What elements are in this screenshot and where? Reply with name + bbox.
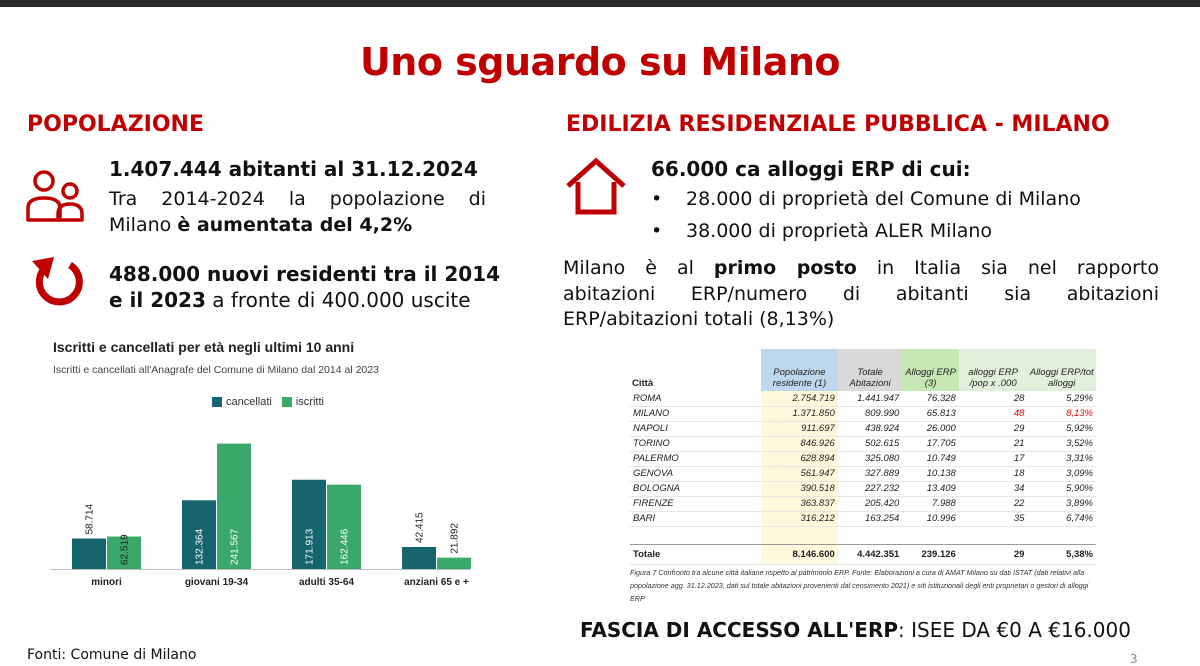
- legend-item-iscritti: [282, 396, 324, 408]
- erp-total: 66.000 ca alloggi ERP di cui:: [651, 157, 971, 181]
- table-cell: 26.000: [902, 421, 958, 436]
- sources: Fonti: Comune di Milano: [27, 647, 197, 663]
- erp-access-threshold: FASCIA DI ACCESSO ALL'ERP: ISEE DA €0 A €16.000: [580, 618, 1131, 642]
- table-cell: 17.705: [902, 436, 958, 451]
- table-cell: 1.441.947: [838, 391, 903, 406]
- table-cell: 163.254: [838, 511, 903, 526]
- ranking-line3: ERP/abitazioni totali (8,13%): [563, 308, 835, 330]
- header-erp-pop: alloggi ERP /pop x .000: [959, 349, 1028, 391]
- table-cell-empty: [902, 526, 958, 544]
- page-title: Uno sguardo su Milano: [359, 40, 841, 84]
- people-icon: [24, 168, 88, 224]
- header-alloggi-erp: Alloggi ERP (3): [902, 349, 958, 391]
- top-bar: [0, 0, 1200, 7]
- table-cell: 17: [959, 451, 1028, 466]
- ranking-line1: Milano è al primo posto in Italia sia nel rapporto: [563, 257, 1159, 279]
- table-cell: 13.409: [902, 481, 958, 496]
- table-total-cell: 4.442.351: [838, 544, 903, 564]
- table-cell: 911.697: [761, 421, 838, 436]
- bar-cancellati-0: [72, 539, 106, 569]
- table-cell-empty: [630, 526, 761, 544]
- population-growth-highlight: è aumentata del 4,2%: [177, 214, 413, 236]
- table-cell-city: BARI: [630, 511, 761, 526]
- table-cell-empty: [838, 526, 903, 544]
- table-cell: 3,31%: [1027, 451, 1096, 466]
- bullet-aler: • 38.000 di proprietà ALER Milano: [651, 220, 993, 242]
- section-title-popolazione: POPOLAZIONE: [27, 112, 204, 137]
- table-row: [630, 481, 1096, 496]
- table-cell: 5,90%: [1027, 481, 1096, 496]
- chart-legend: [212, 396, 324, 408]
- table-cell-city: TORINO: [630, 436, 761, 451]
- table-cell: 227.232: [838, 481, 903, 496]
- table-header-row: [630, 349, 1096, 391]
- bar-cancellati-3: [402, 547, 436, 569]
- population-growth-line1: Tra 2014-2024 la popolazione di: [109, 188, 486, 210]
- new-residents-line2: e il 2023 a fronte di 400.000 uscite: [109, 288, 471, 312]
- population-growth-line2: Milano è aumentata del 4,2%: [109, 214, 413, 236]
- table-row: [630, 496, 1096, 511]
- category-label-0: minori: [91, 577, 122, 588]
- population-total: 1.407.444 abitanti al 31.12.2024: [109, 157, 478, 181]
- table-cell: 561.947: [761, 466, 838, 481]
- header-citta: Città: [632, 378, 654, 389]
- erp-comparison-table: [630, 349, 1096, 565]
- table-cell: 502.615: [838, 436, 903, 451]
- table-total-row: [630, 544, 1096, 564]
- legend-swatch-cancellati: [212, 397, 222, 407]
- table-total-cell: 5,38%: [1027, 544, 1096, 564]
- table-spacer-row: [630, 526, 1096, 544]
- table-cell: 3,89%: [1027, 496, 1096, 511]
- table-cell: 628.894: [761, 451, 838, 466]
- table-cell: 438.924: [838, 421, 903, 436]
- legend-label-iscritti: iscritti: [295, 396, 324, 408]
- table-cell: 28: [959, 391, 1028, 406]
- page-number: 3: [1130, 652, 1138, 666]
- category-label-2: adulti 35-64: [298, 577, 355, 588]
- table-cell: 7.988: [902, 496, 958, 511]
- table-cell: 76.328: [902, 391, 958, 406]
- data-label-cancellati-1: 132.364: [194, 528, 206, 565]
- table-row: [630, 466, 1096, 481]
- table-cell: 846.926: [761, 436, 838, 451]
- bullet-comune: • 28.000 di proprietà del Comune di Milano: [651, 188, 1081, 210]
- table-cell: 35: [959, 511, 1028, 526]
- data-label-iscritti-1: 241.567: [229, 528, 241, 565]
- data-label-cancellati-2: 171.913: [304, 528, 316, 565]
- data-label-iscritti-2: 162.446: [339, 528, 351, 565]
- table-cell-city: FIRENZE: [630, 496, 761, 511]
- table-cell: 5,92%: [1027, 421, 1096, 436]
- table-cell: 3,52%: [1027, 436, 1096, 451]
- table-cell: 21: [959, 436, 1028, 451]
- age-bar-chart: [50, 415, 480, 590]
- table-row: [630, 436, 1096, 451]
- table-cell-empty: [761, 526, 838, 544]
- table-total-cell: 29: [959, 544, 1028, 564]
- house-icon: [563, 156, 629, 216]
- table-cell: 65.813: [902, 406, 958, 421]
- table-cell: 325.080: [838, 451, 903, 466]
- table-cell: 8,13%: [1027, 406, 1096, 421]
- table-cell-empty: [959, 526, 1028, 544]
- table-row: [630, 406, 1096, 421]
- bar-iscritti-3: [437, 558, 471, 569]
- table-cell: 10.996: [902, 511, 958, 526]
- table-cell: 316.212: [761, 511, 838, 526]
- table-cell: 22: [959, 496, 1028, 511]
- table-cell: 6,74%: [1027, 511, 1096, 526]
- table-row: [630, 511, 1096, 526]
- table-cell: 2.754.719: [761, 391, 838, 406]
- data-label-iscritti-0: 62.519: [119, 534, 131, 565]
- legend-swatch-iscritti: [282, 397, 292, 407]
- table-total-cell: 8.146.600: [761, 544, 838, 564]
- table-cell: 3,09%: [1027, 466, 1096, 481]
- table-cell: 18: [959, 466, 1028, 481]
- header-erp-tot: Alloggi ERP/tot alloggi: [1027, 349, 1096, 391]
- category-label-3: anziani 65 e +: [404, 577, 469, 588]
- new-residents-line1: 488.000 nuovi residenti tra il 2014: [109, 262, 501, 286]
- table-cell: 29: [959, 421, 1028, 436]
- category-label-1: giovani 19-34: [184, 577, 249, 588]
- table-cell-city: ROMA: [630, 391, 761, 406]
- table-total-cell: 239.126: [902, 544, 958, 564]
- chart-title: Iscritti e cancellati per età negli ultimi 10 anni: [53, 339, 355, 355]
- header-totale-abitazioni: Totale Abitazioni: [838, 349, 903, 391]
- legend-label-cancellati: cancellati: [226, 396, 272, 408]
- ranking-line2: abitazioni ERP/numero di abitanti sia abitazioni: [563, 283, 1159, 305]
- table-cell: 363.837: [761, 496, 838, 511]
- table-cell: 5,29%: [1027, 391, 1096, 406]
- refresh-icon: [24, 255, 88, 311]
- table-cell: 327.889: [838, 466, 903, 481]
- table-cell: 1.371.850: [761, 406, 838, 421]
- table-cell-empty: [1027, 526, 1096, 544]
- data-label-cancellati-0: 58.714: [84, 503, 96, 535]
- table-cell-city: NAPOLI: [630, 421, 761, 436]
- table-note: Figura 7 Confronto tra alcune città italiane rispetto al patrimonio ERP. Fonte: Elaborazioni a cura di AMAT Milano su dati ISTAT (dati relativi alla popolazione agg. 31.12.2023, dati sul totale abitazioni provenienti dal censimento 2021) e siti istituzionali degli enti proprietari o gestori di alloggi ERP: [630, 568, 1089, 603]
- table-row: [630, 421, 1096, 436]
- table-cell: 48: [959, 406, 1028, 421]
- table-cell: 809.990: [838, 406, 903, 421]
- table-cell-city: MILANO: [630, 406, 761, 421]
- table-cell: 205.420: [838, 496, 903, 511]
- section-title-erp: EDILIZIA RESIDENZIALE PUBBLICA - MILANO: [566, 112, 1110, 137]
- data-label-iscritti-3: 21.892: [449, 523, 461, 554]
- data-label-cancellati-3: 42.415: [414, 512, 426, 543]
- table-cell: 34: [959, 481, 1028, 496]
- table-row: [630, 391, 1096, 406]
- table-cell: 10.138: [902, 466, 958, 481]
- chart-subtitle: Iscritti e cancellati all'Anagrafe del Comune di Milano dal 2014 al 2023: [53, 364, 379, 376]
- table-total-label: Totale: [630, 544, 761, 564]
- table-cell-city: GENOVA: [630, 466, 761, 481]
- legend-item-cancellati: [212, 396, 272, 408]
- header-popolazione: Popolazione residente (1): [761, 349, 838, 391]
- table-cell-city: BOLOGNA: [630, 481, 761, 496]
- table-cell: 390.518: [761, 481, 838, 496]
- table-cell: 10.749: [902, 451, 958, 466]
- table-row: [630, 451, 1096, 466]
- table-cell-city: PALERMO: [630, 451, 761, 466]
